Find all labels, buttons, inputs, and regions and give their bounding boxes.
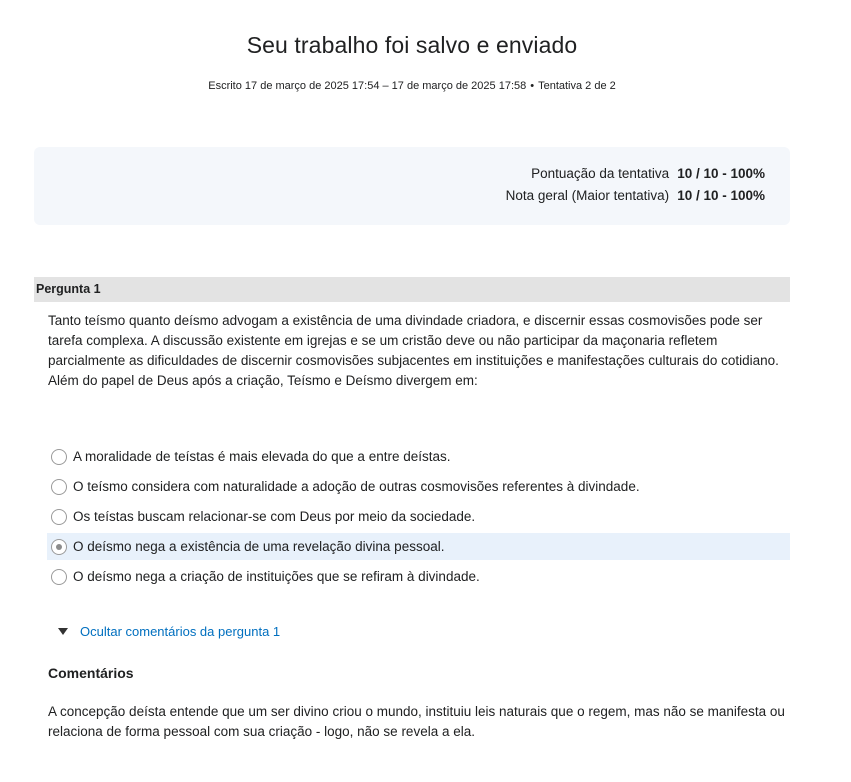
answer-option-label: O deísmo nega a existência de uma revelação divina pessoal.	[73, 539, 445, 554]
score-table	[506, 163, 765, 207]
radio-button[interactable]	[51, 509, 67, 525]
overall-score-label: Nota geral (Maior tentativa)	[505, 188, 670, 203]
answer-option-label: O teísmo considera com naturalidade a adoção de outras cosmovisões referentes à divindade.	[73, 479, 640, 494]
radio-button[interactable]	[51, 449, 67, 465]
radio-button[interactable]	[51, 569, 67, 585]
question-text: Tanto teísmo quanto deísmo advogam a existência de uma divindade criadora, e discernir essas cosmovisões pode ser tarefa complexa. A discussão existente em igrejas e se um cristão deve ou não participar da maçonaria refletem parcialmente as dificuldades de discernir cosmovisões subjacentes em instituições e manifestações culturais do cotidiano. Além do papel de Deus após a criação, Teísmo e Deísmo divergem em:	[48, 313, 779, 388]
question-header	[34, 277, 790, 302]
hide-comments-toggle[interactable]	[58, 624, 280, 639]
answer-option[interactable]	[47, 503, 790, 530]
comments-text: A concepção deísta entende que um ser divino criou o mundo, instituiu leis naturais que o regem, mas não se manifesta ou relaciona de forma pessoal com sua criação - logo, não se revela a ela.	[48, 704, 785, 739]
comments-heading: Comentários	[48, 665, 134, 681]
attempt-score-value: 10 / 10 - 100%	[677, 166, 765, 181]
radio-button-checked[interactable]	[51, 539, 67, 555]
answer-option-label: Os teístas buscam relacionar-se com Deus por meio da sociedade.	[73, 509, 476, 524]
attempt-score-label: Pontuação da tentativa	[531, 166, 670, 181]
answer-option[interactable]	[47, 443, 790, 470]
answer-option[interactable]	[47, 563, 790, 590]
radio-button[interactable]	[51, 479, 67, 495]
answer-option-label: O deísmo nega a criação de instituições que se refiram à divindade.	[73, 569, 480, 584]
answer-option-label: A moralidade de teístas é mais elevada do que a entre deístas.	[73, 449, 451, 464]
answer-options	[47, 443, 790, 593]
answer-option[interactable]	[47, 473, 790, 500]
page-title: Seu trabalho foi salvo e enviado	[246, 32, 578, 58]
question-number: Pergunta 1	[36, 282, 101, 296]
hide-comments-link[interactable]: Ocultar comentários da pergunta 1	[80, 624, 281, 639]
attempt-score-row	[506, 163, 765, 185]
separator: •	[530, 80, 535, 92]
overall-score-row	[506, 185, 765, 207]
answer-option-selected[interactable]	[47, 533, 790, 560]
written-date: Escrito 17 de março de 2025 17:54 – 17 de março de 2025 17:58	[208, 80, 527, 92]
attempt-count: Tentativa 2 de 2	[538, 80, 616, 92]
caret-down-icon	[58, 628, 68, 635]
submission-info	[0, 80, 824, 92]
overall-score-value: 10 / 10 - 100%	[677, 188, 765, 203]
score-summary	[34, 147, 790, 225]
